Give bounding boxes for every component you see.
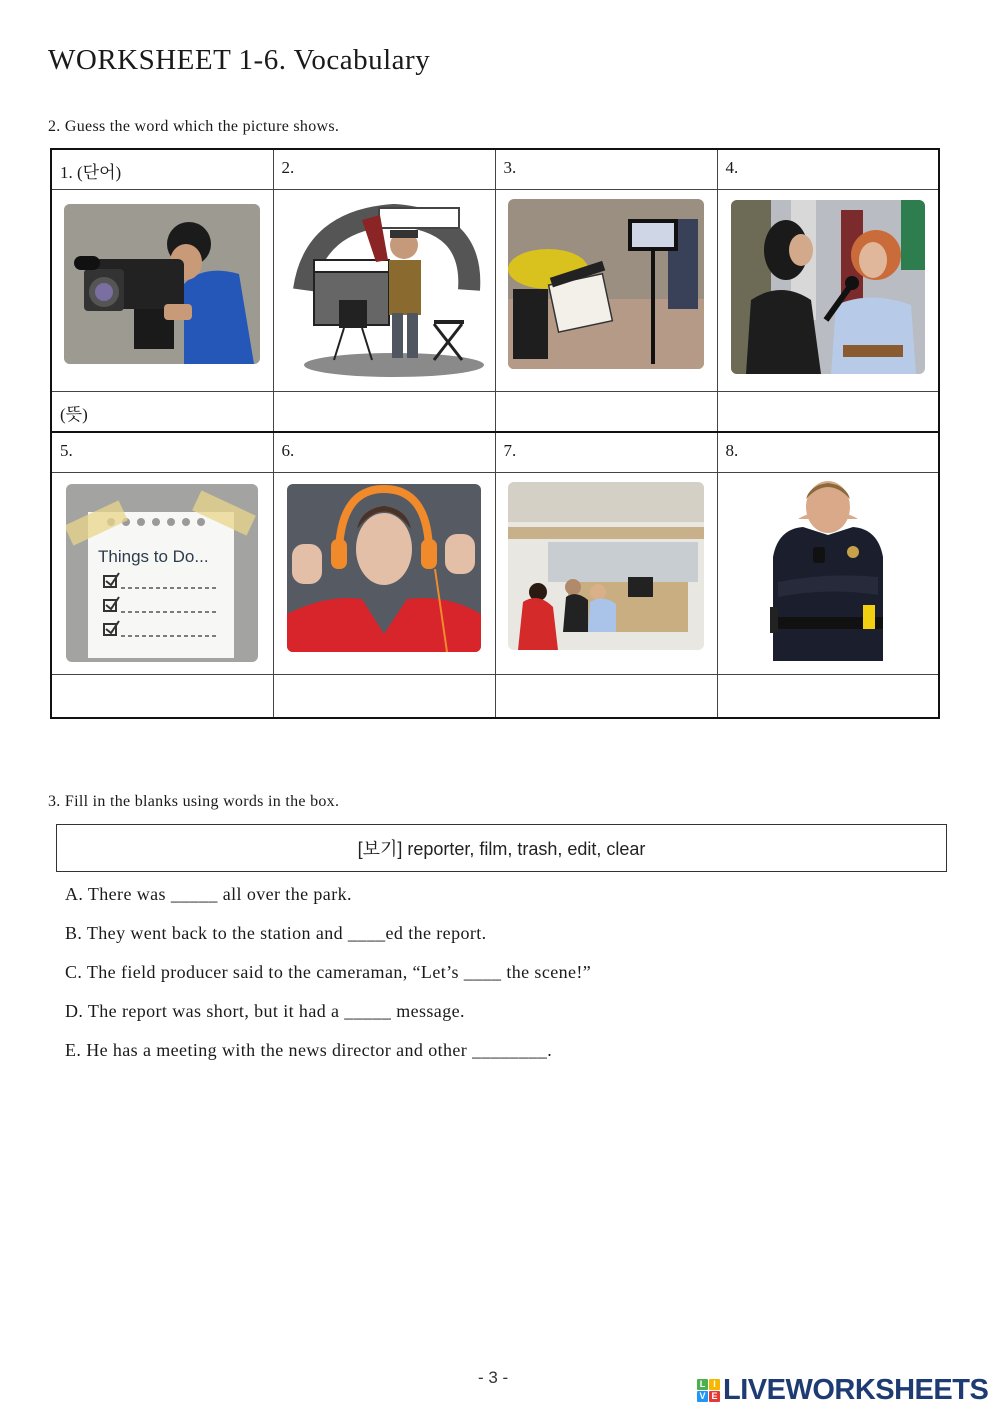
todo-list-picture bbox=[66, 484, 258, 662]
item-1-meaning-cell[interactable] bbox=[51, 392, 273, 433]
meaning-answer bbox=[718, 675, 939, 683]
police-officer-picture bbox=[758, 477, 898, 661]
noise-headphones-picture bbox=[287, 484, 481, 652]
live-blocks-icon bbox=[697, 1379, 720, 1402]
meaning-answer bbox=[496, 392, 717, 400]
sentence-e[interactable]: E. He has a meeting with the news director and other ________. bbox=[65, 1040, 553, 1060]
meaning-answer bbox=[52, 675, 273, 683]
item-number: 4. bbox=[725, 158, 739, 177]
reporter-interview-picture bbox=[731, 200, 925, 374]
item-6-word-cell[interactable] bbox=[273, 432, 495, 473]
item-4-picture-cell bbox=[717, 190, 939, 392]
item-2-picture-cell bbox=[273, 190, 495, 392]
film-director-picture bbox=[284, 200, 484, 380]
meaning-answer bbox=[496, 675, 717, 683]
item-7-meaning-cell[interactable] bbox=[495, 675, 717, 719]
fill-in-sentences-list bbox=[65, 884, 591, 1079]
sentence-a[interactable]: A. There was _____ all over the park. bbox=[65, 884, 352, 904]
film-set-picture bbox=[508, 199, 704, 369]
item-1-word-cell[interactable] bbox=[51, 149, 273, 190]
item-6-picture-cell bbox=[273, 473, 495, 675]
item-number: 3. bbox=[503, 158, 517, 177]
logo-letter-v: V bbox=[697, 1391, 708, 1402]
item-3-word-cell[interactable] bbox=[495, 149, 717, 190]
office-picture bbox=[508, 482, 704, 650]
item-1-picture-cell bbox=[51, 190, 273, 392]
item-3-picture-cell bbox=[495, 190, 717, 392]
logo-letter-l: L bbox=[697, 1379, 708, 1390]
item-number: 5. bbox=[60, 441, 73, 460]
sentence-d[interactable]: D. The report was short, but it had a _____ message. bbox=[65, 1001, 465, 1021]
meaning-answer bbox=[274, 675, 495, 683]
item-5-meaning-cell[interactable] bbox=[51, 675, 273, 719]
item-8-word-cell[interactable] bbox=[717, 432, 939, 473]
item-number: 8. bbox=[725, 441, 739, 460]
item-7-word-cell[interactable] bbox=[495, 432, 717, 473]
logo-letter-e: E bbox=[709, 1391, 720, 1402]
item-5-picture-cell bbox=[51, 473, 273, 675]
logo-letter-i: I bbox=[709, 1379, 720, 1390]
vocabulary-table bbox=[50, 148, 940, 719]
item-8-meaning-cell[interactable] bbox=[717, 675, 939, 719]
svg-text:Things to Do...: Things to Do... bbox=[98, 547, 209, 566]
section-3-instruction: 3. Fill in the blanks using words in the box. bbox=[48, 793, 340, 810]
item-8-picture-cell bbox=[717, 473, 939, 675]
meaning-answer bbox=[274, 392, 495, 400]
liveworksheets-logo[interactable] bbox=[697, 1374, 988, 1407]
item-number: 6. bbox=[281, 441, 295, 460]
meaning-answer bbox=[718, 392, 939, 400]
sentence-b[interactable]: B. They went back to the station and ____ed the report. bbox=[65, 923, 487, 943]
cameraman-picture bbox=[64, 204, 260, 364]
item-5-word-cell[interactable] bbox=[51, 432, 273, 473]
item-number: 2. bbox=[281, 158, 295, 177]
item-2-meaning-cell[interactable] bbox=[273, 392, 495, 433]
meaning-hint: (뜻) bbox=[60, 405, 88, 424]
item-number: 7. bbox=[503, 441, 517, 460]
page-number: - 3 - bbox=[478, 1368, 509, 1387]
item-4-word-cell[interactable] bbox=[717, 149, 939, 190]
item-3-meaning-cell[interactable] bbox=[495, 392, 717, 433]
section-2-instruction: 2. Guess the word which the picture shows. bbox=[48, 118, 340, 135]
item-number: 1. bbox=[60, 163, 73, 182]
page-title: WORKSHEET 1-6. Vocabulary bbox=[48, 44, 431, 76]
word-hint: (단어) bbox=[77, 163, 122, 182]
word-bank-box: [보기] reporter, film, trash, edit, clear bbox=[56, 824, 947, 872]
brand-name: LIVEWORKSHEETS bbox=[723, 1374, 989, 1406]
item-2-word-cell[interactable] bbox=[273, 149, 495, 190]
item-7-picture-cell bbox=[495, 473, 717, 675]
item-4-meaning-cell[interactable] bbox=[717, 392, 939, 433]
sentence-c[interactable]: C. The field producer said to the cameraman, “Let’s ____ the scene!” bbox=[65, 962, 592, 982]
item-6-meaning-cell[interactable] bbox=[273, 675, 495, 719]
